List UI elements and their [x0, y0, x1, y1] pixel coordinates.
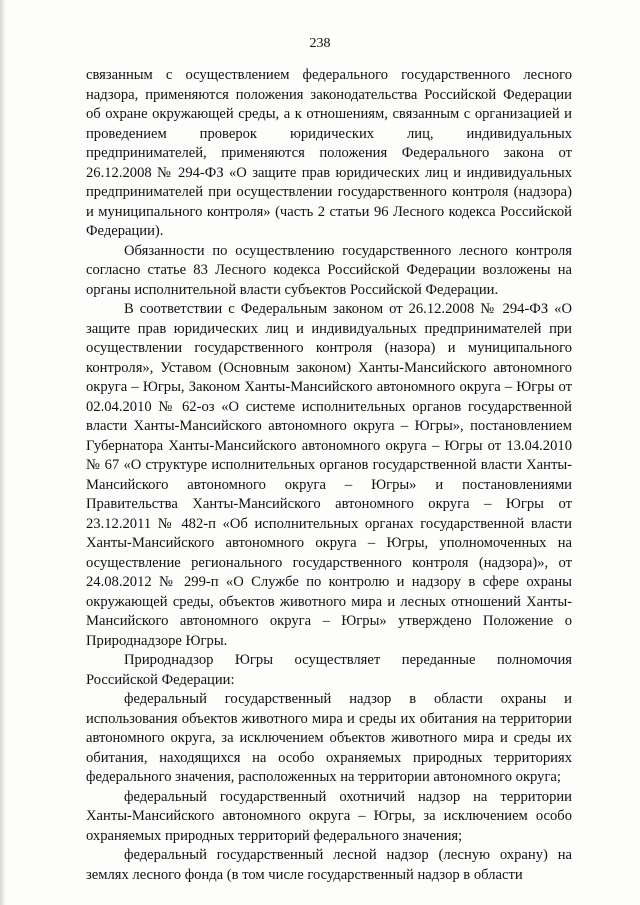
- page-body: [86, 66, 572, 885]
- paragraph-6: федеральный государственный охотничий надзор на территории Ханты-Мансийского автономного округа – Югры, за исключением особо охраняемых природных территорий федерального значения;: [86, 788, 572, 844]
- paragraph-2: Обязанности по осуществлению государственного лесного контроля согласно статье 83 Лесного кодекса Российской Федерации возложены на органы исполнительной власти субъектов Российской Федерации.: [86, 242, 572, 298]
- paragraph-3: В соответствии с Федеральным законом от 26.12.2008 № 294-ФЗ «О защите прав юридических лиц и индивидуальных предпринимателей при осуществлении государственного контроля (назора) и муниципального контроля», Уставом (Основным законом) Ханты-Мансийского автономного округа – Югры, Законом Ханты-Мансийского автономного округа – Югры от 02.04.2010 № 62-оз «О системе исполнительных органов государственной власти Ханты-Мансийского автономного округа – Югры», постановлением Губернатора Ханты-Мансийского автономного округа – Югры от 13.04.2010 № 67 «О структуре исполнительных органов государственной власти Ханты-Мансийского автономного округа – Югры» и постановлениями Правительства Ханты-Мансийского автономного округа – Югры от 23.12.2011 № 482-п «Об исполнительных органах государственной власти Ханты-Мансийского автономного округа – Югры, уполномоченных на осуществление регионального государственного контроля (надзора)», от 24.08.2012 № 299-п «О Службе по контролю и надзору в сфере охраны окружающей среды, объектов животного мира и лесных отношений Ханты-Мансийского автономного округа – Югры» утверждено Положение о Природнадзоре Югры.: [86, 301, 572, 649]
- paragraph-7: федеральный государственный лесной надзор (лесную охрану) на землях лесного фонда (в том числе государственный надзор в области: [86, 847, 572, 883]
- paragraph-4: Природнадзор Югры осуществляет переданные полномочия Российской Федерации:: [86, 652, 572, 688]
- paragraph-5: федеральный государственный надзор в области охраны и использования объектов животного мира и среды их обитания на территории автономного округа, за исключением объектов животного мира и среды их обитания, находящихся на особо охраняемых природных территориях федерального значения, расположенных на территории автономного округа;: [86, 691, 572, 785]
- scan-edge-shadow: [0, 0, 6, 905]
- page-number: 238: [309, 36, 331, 51]
- paragraph-1: связанным с осуществлением федерального государственного лесного надзора, применяются положения законодательства Российской Федерации об охране окружающей среды, а к отношениям, связанным с организацией и проведением проверок юридических лиц, индивидуальных предпринимателей, применяются положения Федерального закона от 26.12.2008 № 294-ФЗ «О защите прав юридических лиц и индивидуальных предпринимателей при осуществлении государственного контроля (надзора) и муниципального контроля» (часть 2 статьи 96 Лесного кодекса Российской Федерации).: [86, 67, 572, 239]
